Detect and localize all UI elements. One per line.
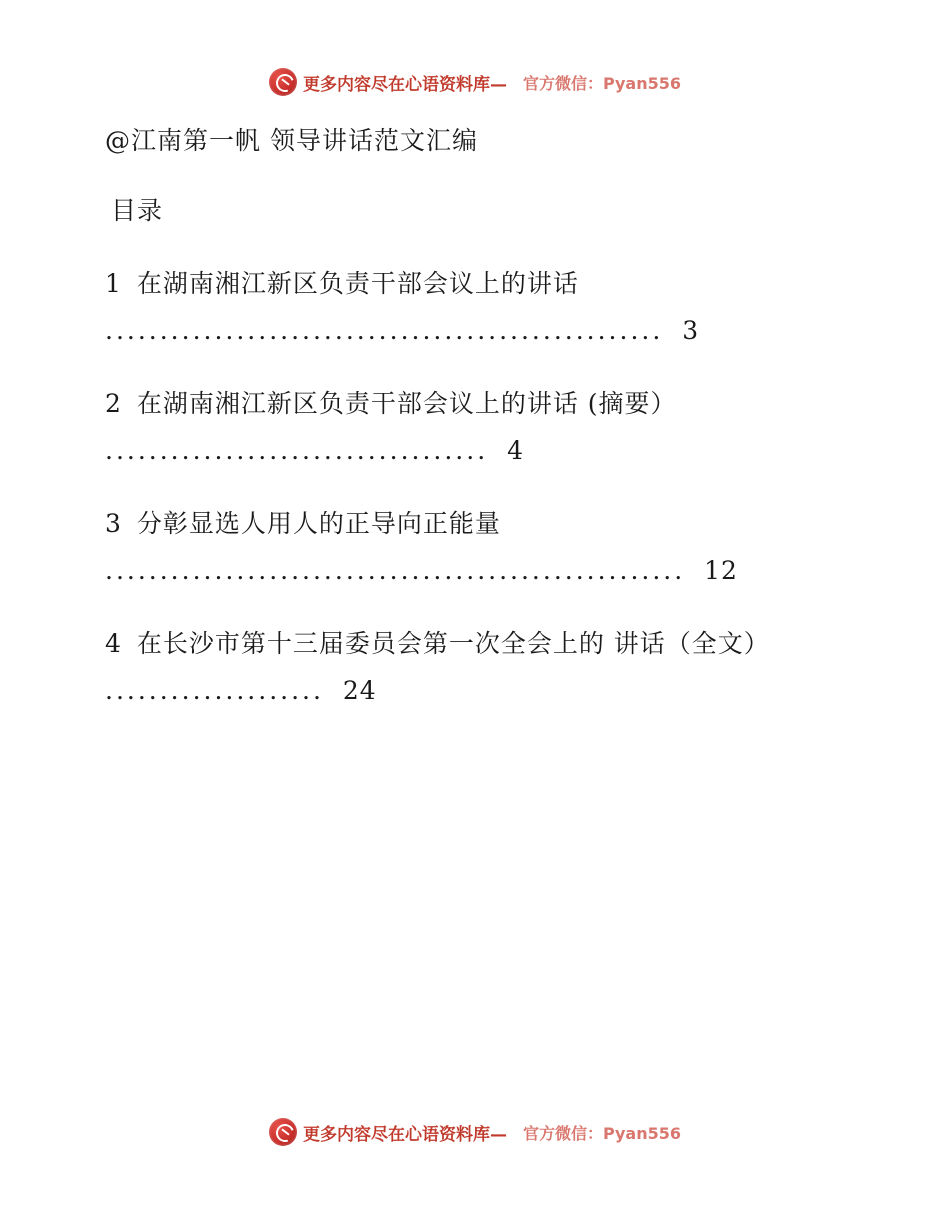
toc-entry-page: 4 xyxy=(507,436,524,465)
toc-entry-leader: ..................................................... xyxy=(105,556,686,585)
toc-entry-number: 3 xyxy=(105,509,122,538)
author-line: @江南第一帆 领导讲话范文汇编 xyxy=(105,126,478,155)
toc-entry-leader: .................... xyxy=(105,676,324,705)
toc-entry-leader: ................................... xyxy=(105,436,489,465)
toc-entry-leader: ................................................... xyxy=(105,316,664,345)
toc-entry[interactable] xyxy=(105,380,850,474)
circle-logo-icon xyxy=(269,68,297,96)
toc-entry-number: 1 xyxy=(105,269,122,298)
toc-entry-page: 24 xyxy=(342,676,377,705)
toc-entry-number: 4 xyxy=(105,629,122,658)
toc-entry-page: 12 xyxy=(704,556,738,585)
toc-entry[interactable] xyxy=(105,500,850,594)
toc-entry[interactable] xyxy=(105,260,850,354)
toc-entry-title: 在湖南湘江新区负责干部会议上的讲话 xyxy=(136,269,579,298)
toc-entry-title: 在长沙市第十三届委员会第一次全会上的 讲话（全文） xyxy=(136,629,770,658)
document-content xyxy=(105,120,850,740)
watermark-text-secondary: 官方微信：Pyan556 xyxy=(522,73,682,93)
toc-entry-page: 3 xyxy=(682,316,700,345)
toc-entry-number: 2 xyxy=(105,389,122,418)
watermark-text-secondary: 官方微信：Pyan556 xyxy=(522,1123,682,1143)
watermark-banner-top xyxy=(0,68,950,96)
toc-entry[interactable] xyxy=(105,620,850,714)
toc-entry-title: 分彰显选人用人的正导向正能量 xyxy=(136,509,501,538)
circle-logo-icon xyxy=(269,1118,297,1146)
toc-entry-title: 在湖南湘江新区负责干部会议上的讲话 (摘要） xyxy=(136,389,677,418)
watermark-text-primary: 更多内容尽在心语资料库— xyxy=(302,74,507,95)
watermark-text-primary: 更多内容尽在心语资料库— xyxy=(302,1124,507,1145)
toc-title: 目录 xyxy=(111,196,164,225)
watermark-banner-bottom xyxy=(0,1118,950,1146)
